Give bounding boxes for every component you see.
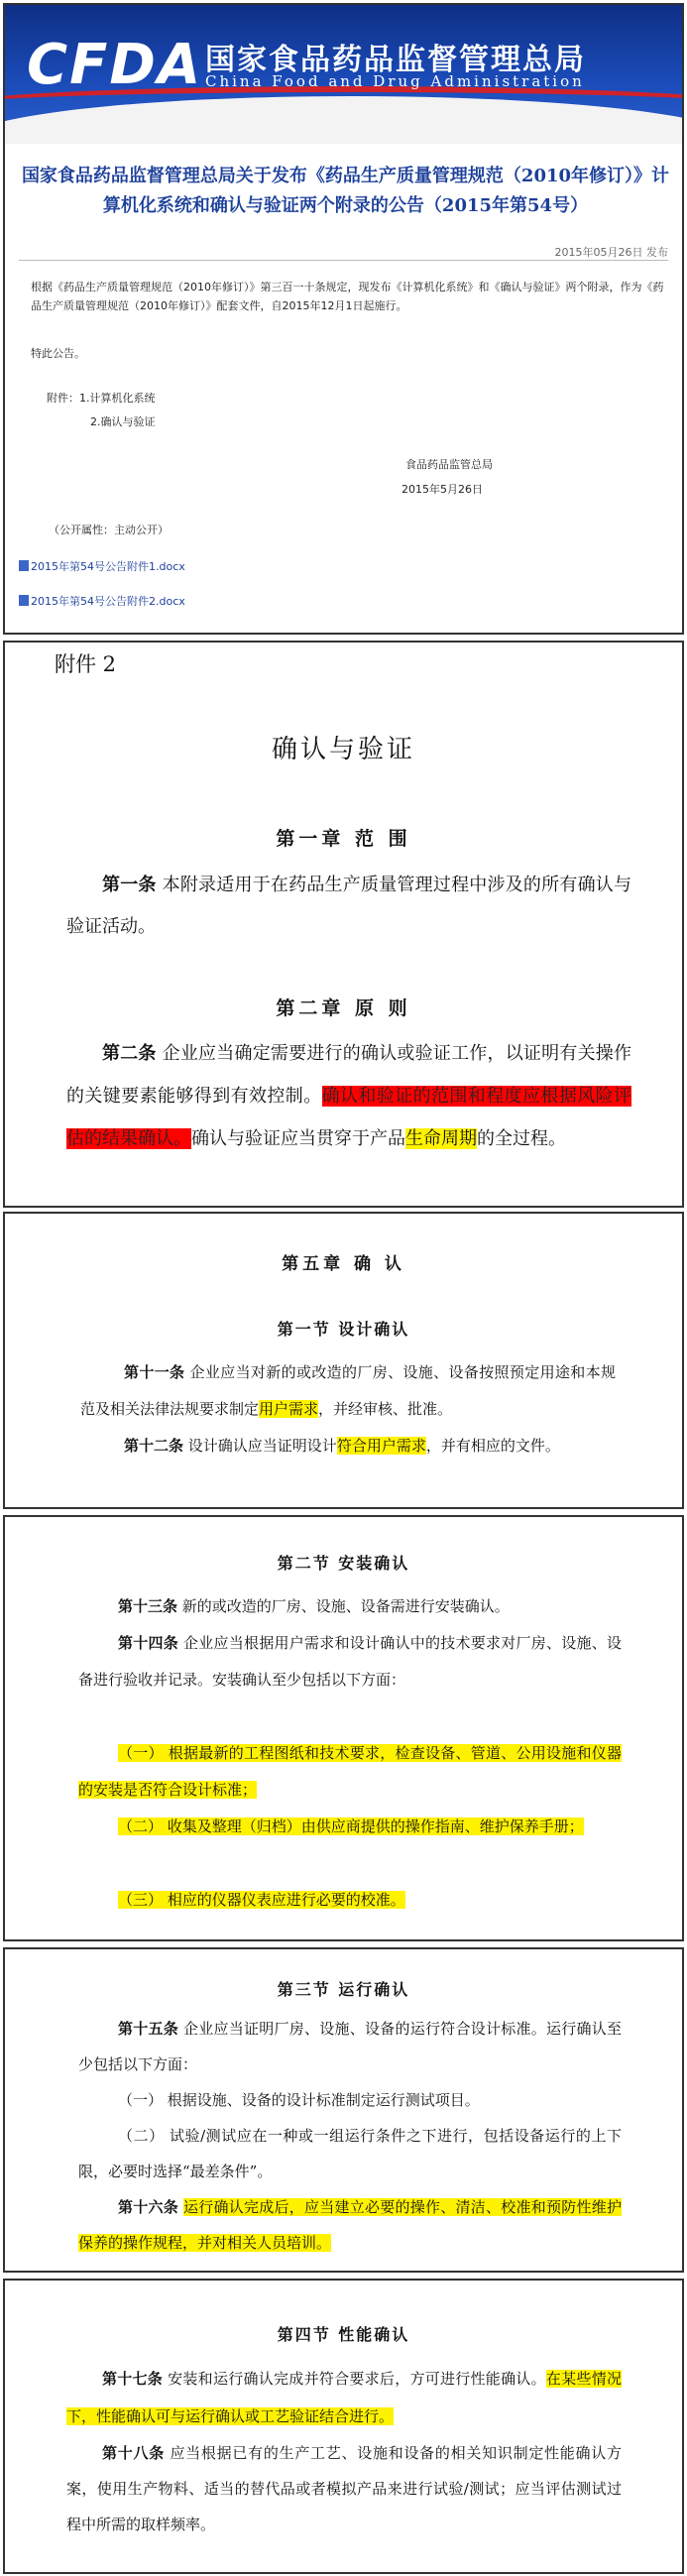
item-3-text: （三） 相应的仪器仪表应进行必要的校准。 — [118, 1891, 405, 1909]
site-name-en: China Food and Drug Administration — [205, 72, 585, 90]
file-link-2[interactable] — [19, 593, 185, 609]
article-14-text: 企业应当根据用户需求和设计确认中的技术要求对厂房、设施、设备进行验收并记录。安装确认至少包括以下方面： — [78, 1634, 622, 1689]
document-icon — [19, 595, 29, 606]
op-item-1-text: （一） 根据设施、设备的设计标准制定运行测试项目。 — [118, 2091, 480, 2109]
op-item-2 — [78, 2118, 622, 2189]
article-13-text: 新的或改造的厂房、设施、设备需进行安装确认。 — [181, 1597, 510, 1615]
article-2-text-highlight: 生命周期 — [405, 1128, 477, 1149]
file-link-1[interactable] — [19, 558, 185, 574]
article-1-text: 本附录适用于在药品生产质量管理过程中涉及的所有确认与验证活动。 — [66, 875, 632, 937]
article-2-text-a: 企业应当确定需要进行的确认或验证工作，以证明有关操作的关键要素能够得到有效控制。 — [66, 1043, 632, 1107]
article-13-label: 第十三条 — [118, 1597, 178, 1615]
article-17-text-highlight: 在某些情况下，性能确认可与运行确认或工艺验证结合进行。 — [66, 2370, 622, 2425]
doc-page-2 — [3, 1212, 684, 1509]
article-14-label: 第十四条 — [118, 1634, 178, 1652]
article-16-label: 第十六条 — [118, 2198, 178, 2216]
article-13 — [78, 1588, 622, 1625]
article-11-text-a: 企业应当对新的或改造的厂房、设施、设备按照预定用途和本规范及相关法律法规要求制定 — [80, 1363, 616, 1418]
article-18-label: 第十八条 — [102, 2444, 165, 2462]
article-14 — [78, 1625, 622, 1698]
notice-body: 根据《药品生产质量管理规范（2010年修订）》第三百一十条规定，现发布《计算机化系统》和《确认与验证》两个附录，作为《药品生产质量管理规范（2010年修订）》配套文件，自2015年12月1日起施行。 — [31, 281, 664, 312]
article-17-text-a: 安装和运行确认完成并符合要求后，方可进行性能确认。 — [168, 2370, 546, 2388]
article-12-text-highlight: 符合用户需求 — [336, 1437, 426, 1455]
public-attribute: （公开属性：主动公开） — [49, 524, 169, 536]
article-1-label: 第一条 — [102, 875, 157, 895]
notice-special: 特此公告。 — [31, 347, 85, 360]
doc-page-3 — [3, 1515, 684, 1941]
document-icon — [19, 560, 29, 571]
article-2-label: 第二条 — [102, 1043, 157, 1064]
attachment-heading: 附件 2 — [55, 652, 117, 676]
chapter-1-heading: 第一章 范 围 — [276, 828, 411, 850]
article-16 — [78, 2189, 622, 2261]
attachment-2: 2.确认与验证 — [90, 415, 156, 428]
op-item-2-text: （二） 试验/测试应在一种或一组运行条件之下进行，包括设备运行的上下限，必要时选择“最差条件”。 — [78, 2127, 622, 2180]
item-2-text: （二） 收集及整理（归档）由供应商提供的操作指南、维护保养手册； — [118, 1817, 584, 1835]
publish-date: 2015年05月26日 发布 — [554, 246, 668, 259]
divider — [19, 260, 668, 261]
article-12-text-a: 设计确认应当证明设计 — [187, 1437, 337, 1455]
article-12 — [80, 1428, 616, 1464]
section-3-heading: 第三节 运行确认 — [277, 1980, 410, 1999]
signer: 食品药品监管总局 — [405, 458, 493, 471]
file-link-2-label: 2015年第54号公告附件2.docx — [31, 595, 185, 608]
section-2-heading: 第二节 安装确认 — [277, 1554, 410, 1573]
article-11 — [80, 1354, 616, 1428]
doc-title: 确认与验证 — [271, 735, 415, 764]
article-2-text-red: 确认和验证的范围和程度应根据风险评估的结果确认。 — [66, 1086, 632, 1149]
article-17-label: 第十七条 — [102, 2370, 164, 2388]
chapter-5-heading: 第五章 确 认 — [282, 1254, 405, 1274]
site-name-cn: 国家食品药品监督管理总局 — [205, 43, 586, 77]
item-1-text: （一） 根据最新的工程图纸和技术要求，检查设备、管道、公用设施和仪器的安装是否符合设计标准； — [78, 1744, 622, 1799]
attachment-label: 附件：1.计算机化系统 — [47, 392, 156, 405]
chapter-2-heading: 第二章 原 则 — [276, 997, 411, 1019]
article-17 — [66, 2360, 622, 2435]
article-11-label: 第十一条 — [124, 1363, 185, 1381]
article-12-text-b: ，并有相应的文件。 — [425, 1437, 560, 1455]
item-2 — [78, 1809, 622, 1845]
article-1 — [66, 865, 631, 948]
op-item-1 — [78, 2082, 622, 2118]
file-link-1-label: 2015年第54号公告附件1.docx — [31, 560, 185, 573]
article-2 — [66, 1032, 631, 1160]
sign-date: 2015年5月26日 — [401, 483, 483, 496]
doc-page-5 — [3, 2279, 684, 2574]
site-banner — [5, 5, 682, 144]
item-1 — [78, 1735, 622, 1809]
article-15-text: 企业应当证明厂房、设施、设备的运行符合设计标准。运行确认至少包括以下方面： — [78, 2020, 622, 2073]
doc-page-1 — [3, 641, 684, 1208]
article-12-label: 第十二条 — [124, 1437, 184, 1455]
section-4-heading: 第四节 性能确认 — [277, 2325, 410, 2344]
item-3 — [78, 1882, 622, 1919]
article-16-text: 运行确认完成后，应当建立必要的操作、清洁、校准和预防性维护保养的操作规程，并对相关人员培训。 — [78, 2198, 622, 2252]
section-1-heading: 第一节 设计确认 — [277, 1320, 410, 1339]
article-11-text-b: ，并经审核、批准。 — [318, 1400, 453, 1418]
article-15-label: 第十五条 — [118, 2020, 178, 2038]
cfda-logo[interactable]: CFDA — [27, 33, 203, 97]
notice-title: 国家食品药品监督管理总局关于发布《药品生产质量管理规范（2010年修订）》计算机化系统和确认与验证两个附录的公告（2015年第54号） — [21, 166, 670, 216]
article-15 — [78, 2011, 622, 2082]
article-2-text-b: 确认与验证应当贯穿于产品 — [191, 1128, 405, 1149]
article-18-text: 应当根据已有的生产工艺、设施和设备的相关知识制定性能确认方案，使用生产物料、适当的替代品或者模拟产品来进行试验/测试；应当评估测试过程中所需的取样频率。 — [66, 2444, 622, 2533]
doc-page-4 — [3, 1947, 684, 2273]
article-18 — [66, 2435, 622, 2542]
article-2-text-c: 的全过程。 — [477, 1128, 566, 1149]
notice-panel — [3, 3, 684, 635]
article-11-text-highlight: 用户需求 — [259, 1400, 319, 1418]
